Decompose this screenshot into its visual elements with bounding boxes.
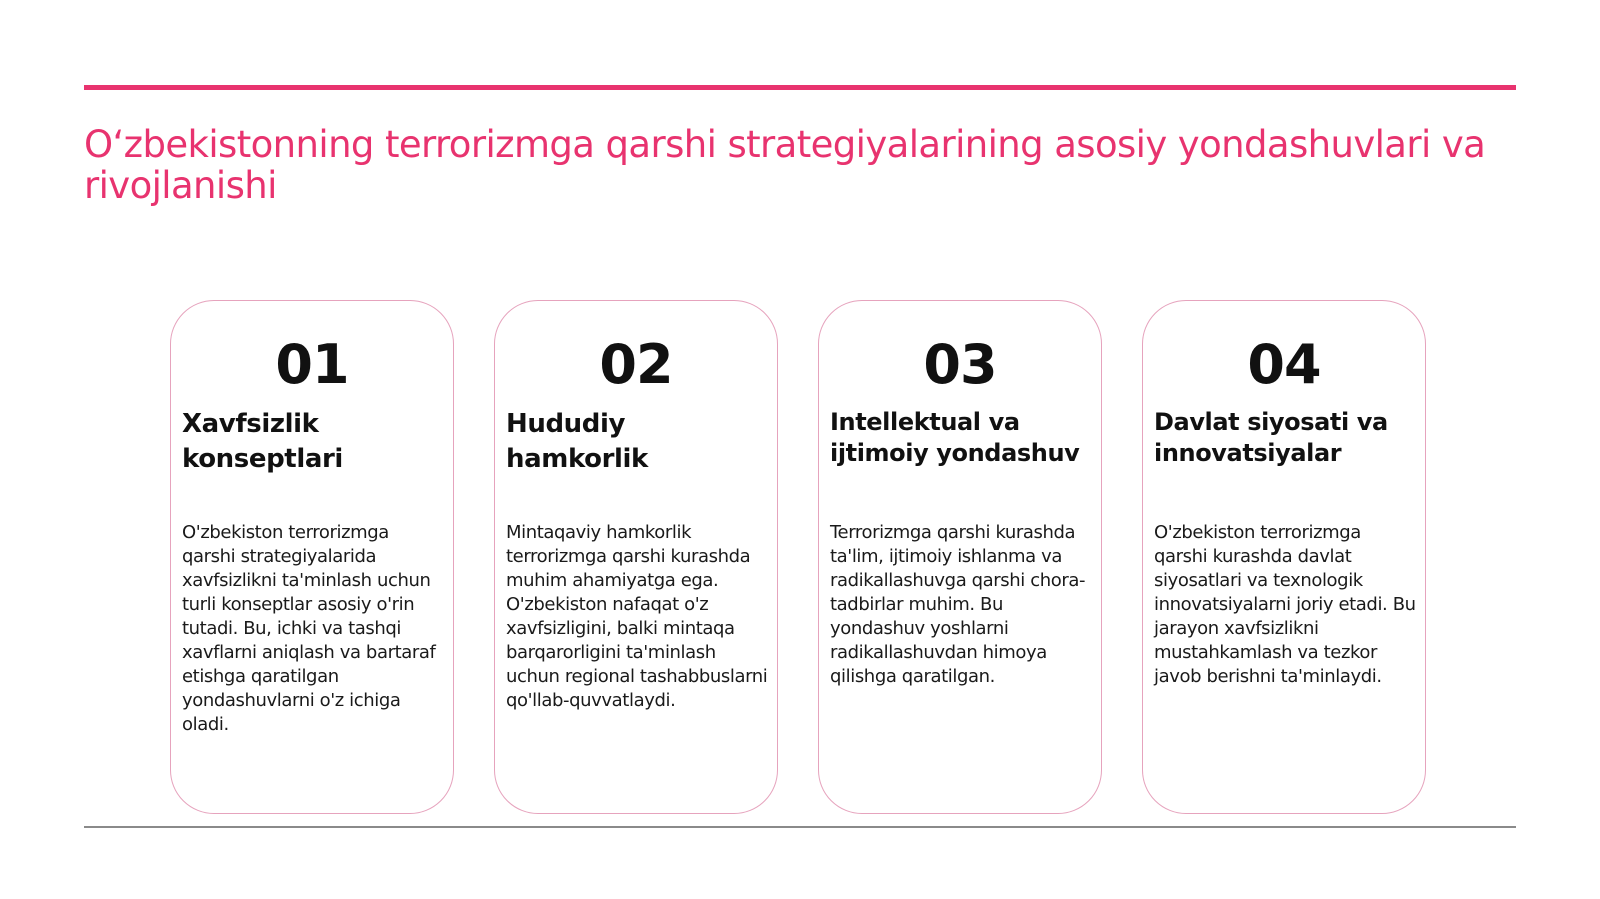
- card-number: 01: [275, 333, 349, 396]
- card-heading: Hududiy hamkorlik: [506, 409, 648, 474]
- card-heading: Davlat siyosati va innovatsiyalar: [1154, 408, 1388, 467]
- card-01: [170, 300, 454, 814]
- card-heading: Intellektual va ijtimoiy yondashuv: [830, 408, 1080, 467]
- card-body: O'zbekiston terrorizmga qarshi kurashda davlat siyosatlari va texnologik innovatsiyalarni joriy etadi. Bu jarayon xavfsizlikni mustahkamlash va tezkor javob berishni ta'minlaydi.: [1154, 522, 1416, 687]
- card-body: Terrorizmga qarshi kurashda ta'lim, ijtimoiy ishlanma va radikallashuvga qarshi chora-tadbirlar muhim. Bu yondashuv yoshlarni radikallashuvdan himoya qilishga qaratilgan.: [830, 522, 1086, 687]
- card-body: O'zbekiston terrorizmga qarshi strategiyalarida xavfsizlikni ta'minlash uchun turli konseptlar asosiy o'rin tutadi. Bu, ichki va tashqi xavflarni aniqlash va bartaraf etishga qaratilgan yondashuvlarni o'z ichiga oladi.: [182, 522, 436, 735]
- bottom-divider: [84, 826, 1516, 828]
- card-number: 04: [1247, 333, 1321, 396]
- card-03: [818, 300, 1102, 814]
- card-04: [1142, 300, 1426, 814]
- top-accent-rule: [84, 85, 1516, 90]
- card-heading: Xavfsizlik konseptlari: [182, 409, 343, 474]
- card-number: 02: [599, 333, 673, 396]
- card-body: Mintaqaviy hamkorlik terrorizmga qarshi kurashda muhim ahamiyatga ega. O'zbekiston nafaqat o'z xavfsizligini, balki mintaqa barqarorligini ta'minlash uchun regional tashabbuslarni qo'llab-quvvatlaydi.: [506, 522, 768, 711]
- card-number: 03: [923, 333, 997, 396]
- card-02: [494, 300, 778, 814]
- slide-title: O‘zbekistonning terrorizmga qarshi strategiyalarining asosiy yondashuvlari va rivojlanishi: [84, 123, 1486, 207]
